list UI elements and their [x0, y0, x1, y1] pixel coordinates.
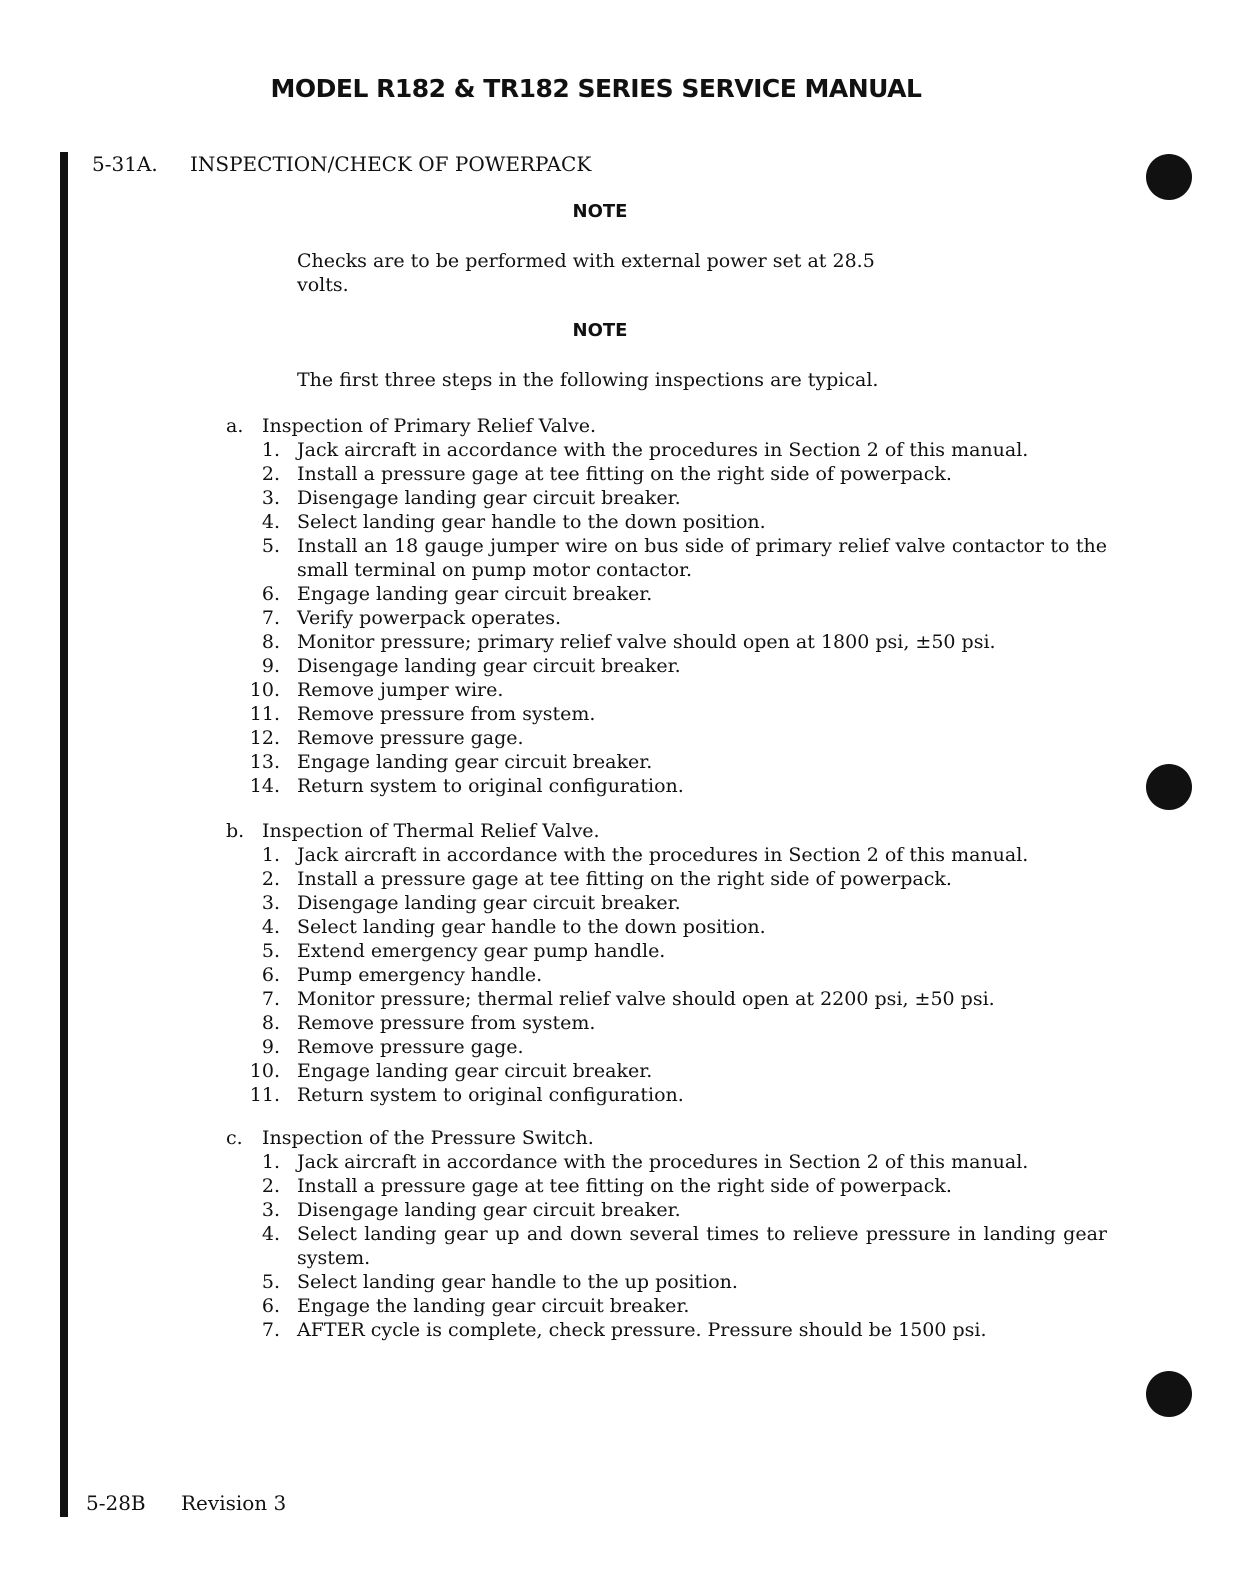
- note-heading: NOTE: [572, 201, 628, 222]
- note-text: Checks are to be performed with external power set at 28.5 volts.: [297, 250, 875, 296]
- step-text: Disengage landing gear circuit breaker.: [297, 892, 681, 914]
- step-number: 10.: [249, 679, 280, 701]
- step-number: 14.: [249, 775, 280, 797]
- note-text: The first three steps in the following inspections are typical.: [297, 369, 879, 391]
- step-number: 1.: [261, 1151, 280, 1173]
- subsection-title: Inspection of Thermal Relief Valve.: [262, 820, 600, 842]
- step-text: Engage landing gear circuit breaker.: [297, 751, 653, 773]
- step-number: 8.: [261, 631, 280, 653]
- step-text: Pump emergency handle.: [297, 964, 543, 986]
- binder-hole: [1146, 764, 1192, 810]
- step-text: Jack aircraft in accordance with the procedures in Section 2 of this manual.: [297, 844, 1029, 866]
- step-text: Monitor pressure; thermal relief valve should open at 2200 psi, ±50 psi.: [297, 988, 995, 1010]
- step-number: 9.: [261, 655, 280, 677]
- section-number: 5-31A.: [92, 152, 158, 176]
- step-number: 3.: [261, 1199, 280, 1221]
- step-number: 2.: [261, 868, 280, 890]
- step-text: Install a pressure gage at tee fitting on the right side of powerpack.: [297, 868, 952, 890]
- revision-change-bar: [60, 152, 68, 1517]
- subsection-title: Inspection of Primary Relief Valve.: [262, 415, 597, 437]
- step-number: 7.: [261, 1319, 280, 1341]
- step-text: Remove pressure gage.: [297, 727, 524, 749]
- subsection-title: Inspection of the Pressure Switch.: [262, 1127, 594, 1149]
- step-text: Remove pressure from system.: [297, 1012, 596, 1034]
- step-text: Disengage landing gear circuit breaker.: [297, 655, 681, 677]
- step-text: Select landing gear up and down several times to relieve pressure in landing gear system.: [297, 1223, 1107, 1269]
- step-text: Remove pressure from system.: [297, 703, 596, 725]
- subsection-letter: a.: [226, 415, 244, 437]
- step-text: Remove jumper wire.: [297, 679, 504, 701]
- step-text: Install an 18 gauge jumper wire on bus side of primary relief valve contactor to the small terminal on pump motor contactor.: [297, 535, 1107, 581]
- page-header: MODEL R182 & TR182 SERIES SERVICE MANUAL: [270, 74, 922, 103]
- step-text: Jack aircraft in accordance with the procedures in Section 2 of this manual.: [297, 439, 1029, 461]
- step-number: 4.: [261, 1223, 280, 1245]
- step-text: Remove pressure gage.: [297, 1036, 524, 1058]
- step-text: Select landing gear handle to the up position.: [297, 1271, 738, 1293]
- step-number: 11.: [249, 703, 280, 725]
- step-number: 6.: [261, 964, 280, 986]
- step-number: 3.: [261, 487, 280, 509]
- step-number: 10.: [249, 1060, 280, 1082]
- step-number: 3.: [261, 892, 280, 914]
- step-text: Return system to original configuration.: [297, 775, 684, 797]
- step-text: Engage landing gear circuit breaker.: [297, 1060, 653, 1082]
- step-number: 6.: [261, 1295, 280, 1317]
- step-text: Monitor pressure; primary relief valve should open at 1800 psi, ±50 psi.: [297, 631, 996, 653]
- step-number: 6.: [261, 583, 280, 605]
- step-number: 5.: [261, 940, 280, 962]
- step-number: 11.: [249, 1084, 280, 1106]
- step-number: 7.: [261, 607, 280, 629]
- step-number: 5.: [261, 535, 280, 557]
- step-number: 4.: [261, 916, 280, 938]
- step-number: 5.: [261, 1271, 280, 1293]
- step-number: 2.: [261, 463, 280, 485]
- step-text: Engage landing gear circuit breaker.: [297, 583, 653, 605]
- step-text: Select landing gear handle to the down position.: [297, 511, 766, 533]
- step-number: 1.: [261, 439, 280, 461]
- revision-label: Revision 3: [181, 1491, 287, 1515]
- step-text: Extend emergency gear pump handle.: [297, 940, 666, 962]
- step-number: 12.: [249, 727, 280, 749]
- step-text: Disengage landing gear circuit breaker.: [297, 487, 681, 509]
- step-number: 2.: [261, 1175, 280, 1197]
- subsection-letter: b.: [226, 820, 245, 842]
- step-number: 13.: [249, 751, 280, 773]
- step-number: 7.: [261, 988, 280, 1010]
- step-text: Install a pressure gage at tee fitting on the right side of powerpack.: [297, 463, 952, 485]
- step-number: 8.: [261, 1012, 280, 1034]
- step-text: Select landing gear handle to the down position.: [297, 916, 766, 938]
- step-number: 1.: [261, 844, 280, 866]
- binder-hole: [1146, 1371, 1192, 1417]
- subsection-letter: c.: [226, 1127, 243, 1149]
- step-number: 4.: [261, 511, 280, 533]
- step-text: Engage the landing gear circuit breaker.: [297, 1295, 690, 1317]
- step-number: 9.: [261, 1036, 280, 1058]
- page-number: 5-28B: [86, 1491, 146, 1515]
- section-title: INSPECTION/CHECK OF POWERPACK: [190, 152, 592, 176]
- step-text: AFTER cycle is complete, check pressure. Pressure should be 1500 psi.: [297, 1319, 987, 1341]
- step-text: Install a pressure gage at tee fitting on the right side of powerpack.: [297, 1175, 952, 1197]
- note-heading: NOTE: [572, 320, 628, 341]
- step-text: Disengage landing gear circuit breaker.: [297, 1199, 681, 1221]
- step-text: Return system to original configuration.: [297, 1084, 684, 1106]
- binder-hole: [1146, 154, 1192, 200]
- step-text: Jack aircraft in accordance with the procedures in Section 2 of this manual.: [297, 1151, 1029, 1173]
- step-text: Verify powerpack operates.: [297, 607, 561, 629]
